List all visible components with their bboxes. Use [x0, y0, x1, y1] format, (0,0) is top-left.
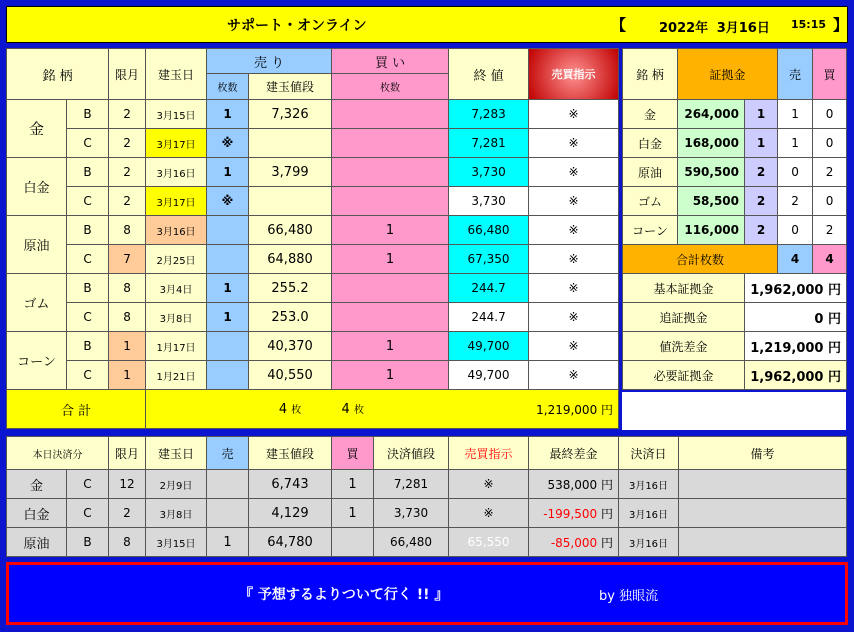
settled-settle-price: 3,730 — [374, 499, 449, 528]
app-title: サポート・オンライン — [227, 18, 367, 34]
row-sell-qty: 1 — [207, 274, 249, 303]
margin-name: 金 — [623, 100, 678, 129]
settled-final-diff: -85,000 円 — [529, 528, 619, 557]
settled-settle-price: 66,480 — [374, 528, 449, 557]
header-baibai-shiji: 売買指示 — [529, 49, 619, 100]
positions-table — [6, 48, 619, 429]
settled-sell: 1 — [207, 528, 249, 557]
margin-header-kai: 買 — [813, 49, 847, 100]
row-month: 8 — [109, 274, 146, 303]
row-month: 2 — [109, 129, 146, 158]
margin-total-label: 合計枚数 — [623, 245, 778, 274]
row-sell-qty — [207, 216, 249, 245]
row-buy-qty: 1 — [332, 332, 449, 361]
margin-amount: 168,000 — [678, 129, 745, 158]
margin-sell: 0 — [778, 216, 813, 245]
bracket-close: 】 — [833, 16, 849, 34]
row-type: C — [67, 129, 109, 158]
total-empty — [146, 390, 249, 429]
row-date: 3月16日 — [146, 158, 207, 187]
row-close: 7,283 — [449, 100, 529, 129]
row-price: 40,550 — [249, 361, 332, 390]
settled-name: 金 — [7, 470, 67, 499]
row-date: 3月17日 — [146, 187, 207, 216]
row-month: 2 — [109, 100, 146, 129]
total-sell: 4 枚 — [249, 390, 332, 429]
settled-table — [6, 436, 847, 557]
settled-date: 3月8日 — [146, 499, 207, 528]
footer-slogan: 『 予想するよりついて行く !! 』 — [239, 587, 449, 603]
row-sell-qty: ※ — [207, 129, 249, 158]
margin-buy: 0 — [813, 187, 847, 216]
settled-price: 4,129 — [249, 499, 332, 528]
bracket-open: 【 — [611, 16, 627, 34]
margin-amount: 116,000 — [678, 216, 745, 245]
row-type: B — [67, 216, 109, 245]
row-type: B — [67, 332, 109, 361]
summary-value: 1,962,000 円 — [745, 361, 847, 390]
settled-price: 64,780 — [249, 528, 332, 557]
settled-instruction: 65,550 — [449, 528, 529, 557]
commodity-name: ゴム — [7, 274, 67, 332]
footer-author: by 独眼流 — [599, 589, 659, 604]
settled-header-kessai-bi: 決済日 — [619, 437, 679, 470]
margin-count: 1 — [745, 100, 778, 129]
row-buy-qty — [332, 187, 449, 216]
row-price — [249, 187, 332, 216]
commodity-name: 白金 — [7, 158, 67, 216]
row-close: 244.7 — [449, 303, 529, 332]
settled-header-uri: 売 — [207, 437, 249, 470]
margin-count: 2 — [745, 216, 778, 245]
row-type: C — [67, 187, 109, 216]
row-sell-qty: 1 — [207, 303, 249, 332]
row-month: 2 — [109, 158, 146, 187]
header-tategyoku-nedan: 建玉値段 — [249, 74, 332, 100]
row-date: 3月4日 — [146, 274, 207, 303]
settled-settle-price: 7,281 — [374, 470, 449, 499]
row-date: 3月15日 — [146, 100, 207, 129]
row-instruction[interactable]: ※ — [529, 361, 619, 390]
header-buy-maisuu: 枚数 — [332, 74, 449, 100]
row-buy-qty: 1 — [332, 216, 449, 245]
row-price: 255.2 — [249, 274, 332, 303]
row-close: 7,281 — [449, 129, 529, 158]
margin-count: 1 — [745, 129, 778, 158]
row-type: C — [67, 361, 109, 390]
row-sell-qty: ※ — [207, 187, 249, 216]
summary-label: 値洗差金 — [623, 332, 745, 361]
current-date: 2022年 3月16日 — [659, 21, 770, 36]
row-price: 40,370 — [249, 332, 332, 361]
current-time: 15:15 — [791, 18, 827, 31]
commodity-name: コーン — [7, 332, 67, 390]
footer-banner — [6, 562, 848, 625]
settled-price: 6,743 — [249, 470, 332, 499]
margin-buy: 2 — [813, 158, 847, 187]
summary-value: 1,219,000 円 — [745, 332, 847, 361]
row-buy-qty — [332, 274, 449, 303]
settled-name: 原油 — [7, 528, 67, 557]
margin-name: 原油 — [623, 158, 678, 187]
row-instruction[interactable]: ※ — [529, 303, 619, 332]
settled-header-kessai-nedan: 決済値段 — [374, 437, 449, 470]
row-buy-qty: 1 — [332, 361, 449, 390]
row-close: 66,480 — [449, 216, 529, 245]
row-type: B — [67, 158, 109, 187]
margin-sell: 2 — [778, 187, 813, 216]
header-tategyoku-bi: 建玉日 — [146, 49, 207, 100]
row-price: 7,326 — [249, 100, 332, 129]
header-kai: 買 い — [332, 49, 449, 74]
row-price — [249, 129, 332, 158]
row-close: 3,730 — [449, 158, 529, 187]
settled-month: 2 — [109, 499, 146, 528]
margin-total-buy: 4 — [813, 245, 847, 274]
settled-type: C — [67, 470, 109, 499]
header-sell-maisuu: 枚数 — [207, 74, 249, 100]
row-buy-qty — [332, 303, 449, 332]
row-type: C — [67, 245, 109, 274]
row-month: 2 — [109, 187, 146, 216]
row-type: C — [67, 303, 109, 332]
total-diff: 1,219,000 円 — [529, 390, 619, 429]
settled-settle-date: 3月16日 — [619, 528, 679, 557]
row-instruction[interactable]: ※ — [529, 245, 619, 274]
margin-name: 白金 — [623, 129, 678, 158]
row-instruction[interactable]: ※ — [529, 332, 619, 361]
margin-table — [622, 48, 847, 390]
settled-note[interactable] — [679, 470, 847, 499]
row-close: 244.7 — [449, 274, 529, 303]
margin-buy: 0 — [813, 129, 847, 158]
row-buy-qty: 1 — [332, 245, 449, 274]
settled-type: C — [67, 499, 109, 528]
row-type: B — [67, 274, 109, 303]
settled-type: B — [67, 528, 109, 557]
settled-instruction: ※ — [449, 499, 529, 528]
row-month: 7 — [109, 245, 146, 274]
row-close: 49,700 — [449, 332, 529, 361]
row-price: 3,799 — [249, 158, 332, 187]
row-sell-qty — [207, 245, 249, 274]
settled-settle-date: 3月16日 — [619, 470, 679, 499]
margin-sell: 1 — [778, 100, 813, 129]
settled-month: 8 — [109, 528, 146, 557]
margin-header-meigara: 銘 柄 — [623, 49, 678, 100]
row-instruction[interactable]: ※ — [529, 216, 619, 245]
settled-header-tategyoku-bi: 建玉日 — [146, 437, 207, 470]
row-date: 3月8日 — [146, 303, 207, 332]
row-month: 8 — [109, 303, 146, 332]
margin-name: ゴム — [623, 187, 678, 216]
row-instruction[interactable]: ※ — [529, 100, 619, 129]
header-gengetsu: 限月 — [109, 49, 146, 100]
settled-buy: 1 — [332, 499, 374, 528]
header-uri: 売 り — [207, 49, 332, 74]
settled-name: 白金 — [7, 499, 67, 528]
margin-buy: 2 — [813, 216, 847, 245]
row-price: 66,480 — [249, 216, 332, 245]
total-label: 合 計 — [7, 390, 146, 429]
settled-instruction: ※ — [449, 470, 529, 499]
row-buy-qty — [332, 158, 449, 187]
row-instruction[interactable]: ※ — [529, 187, 619, 216]
margin-count: 2 — [745, 187, 778, 216]
commodity-name: 金 — [7, 100, 67, 158]
row-date: 1月17日 — [146, 332, 207, 361]
row-instruction[interactable]: ※ — [529, 129, 619, 158]
summary-label: 基本証拠金 — [623, 274, 745, 303]
row-instruction[interactable]: ※ — [529, 158, 619, 187]
settled-header-saishu-sakin: 最終差金 — [529, 437, 619, 470]
settled-sell — [207, 470, 249, 499]
row-sell-qty: 1 — [207, 100, 249, 129]
summary-value: 0 円 — [745, 303, 847, 332]
settled-note[interactable] — [679, 499, 847, 528]
header-owarine: 終 値 — [449, 49, 529, 100]
margin-header-shokokin: 証拠金 — [678, 49, 778, 100]
margin-header-uri: 売 — [778, 49, 813, 100]
settled-header-today: 本日決済分 — [7, 437, 109, 470]
commodity-name: 原油 — [7, 216, 67, 274]
row-month: 8 — [109, 216, 146, 245]
margin-name: コーン — [623, 216, 678, 245]
settled-month: 12 — [109, 470, 146, 499]
summary-value: 1,962,000 円 — [745, 274, 847, 303]
settled-final-diff: -199,500 円 — [529, 499, 619, 528]
settled-buy — [332, 528, 374, 557]
margin-sell: 1 — [778, 129, 813, 158]
settled-header-kai: 買 — [332, 437, 374, 470]
margin-amount: 590,500 — [678, 158, 745, 187]
margin-sell: 0 — [778, 158, 813, 187]
row-sell-qty — [207, 332, 249, 361]
summary-label: 追証拠金 — [623, 303, 745, 332]
settled-sell — [207, 499, 249, 528]
margin-blank-panel — [622, 392, 846, 430]
row-date: 1月21日 — [146, 361, 207, 390]
row-buy-qty — [332, 100, 449, 129]
settled-date: 3月15日 — [146, 528, 207, 557]
settled-header-baibai-shiji: 売買指示 — [449, 437, 529, 470]
row-sell-qty: 1 — [207, 158, 249, 187]
settled-settle-date: 3月16日 — [619, 499, 679, 528]
row-close: 67,350 — [449, 245, 529, 274]
margin-buy: 0 — [813, 100, 847, 129]
margin-amount: 58,500 — [678, 187, 745, 216]
row-date: 3月16日 — [146, 216, 207, 245]
settled-header-gengetsu: 限月 — [109, 437, 146, 470]
settled-header-tategyoku-nedan: 建玉値段 — [249, 437, 332, 470]
row-month: 1 — [109, 361, 146, 390]
settled-buy: 1 — [332, 470, 374, 499]
margin-count: 2 — [745, 158, 778, 187]
row-instruction[interactable]: ※ — [529, 274, 619, 303]
row-buy-qty — [332, 129, 449, 158]
row-month: 1 — [109, 332, 146, 361]
settled-note[interactable] — [679, 528, 847, 557]
margin-total-sell: 4 — [778, 245, 813, 274]
row-sell-qty — [207, 361, 249, 390]
total-buy: 4 枚 — [332, 390, 529, 429]
row-price: 253.0 — [249, 303, 332, 332]
settled-header-biko: 備考 — [679, 437, 847, 470]
row-type: B — [67, 100, 109, 129]
settled-date: 2月9日 — [146, 470, 207, 499]
summary-label: 必要証拠金 — [623, 361, 745, 390]
row-close: 3,730 — [449, 187, 529, 216]
header-meigara: 銘 柄 — [7, 49, 109, 100]
row-date: 2月25日 — [146, 245, 207, 274]
row-date: 3月17日 — [146, 129, 207, 158]
margin-amount: 264,000 — [678, 100, 745, 129]
row-price: 64,880 — [249, 245, 332, 274]
row-close: 49,700 — [449, 361, 529, 390]
settled-final-diff: 538,000 円 — [529, 470, 619, 499]
title-bar — [6, 6, 848, 43]
